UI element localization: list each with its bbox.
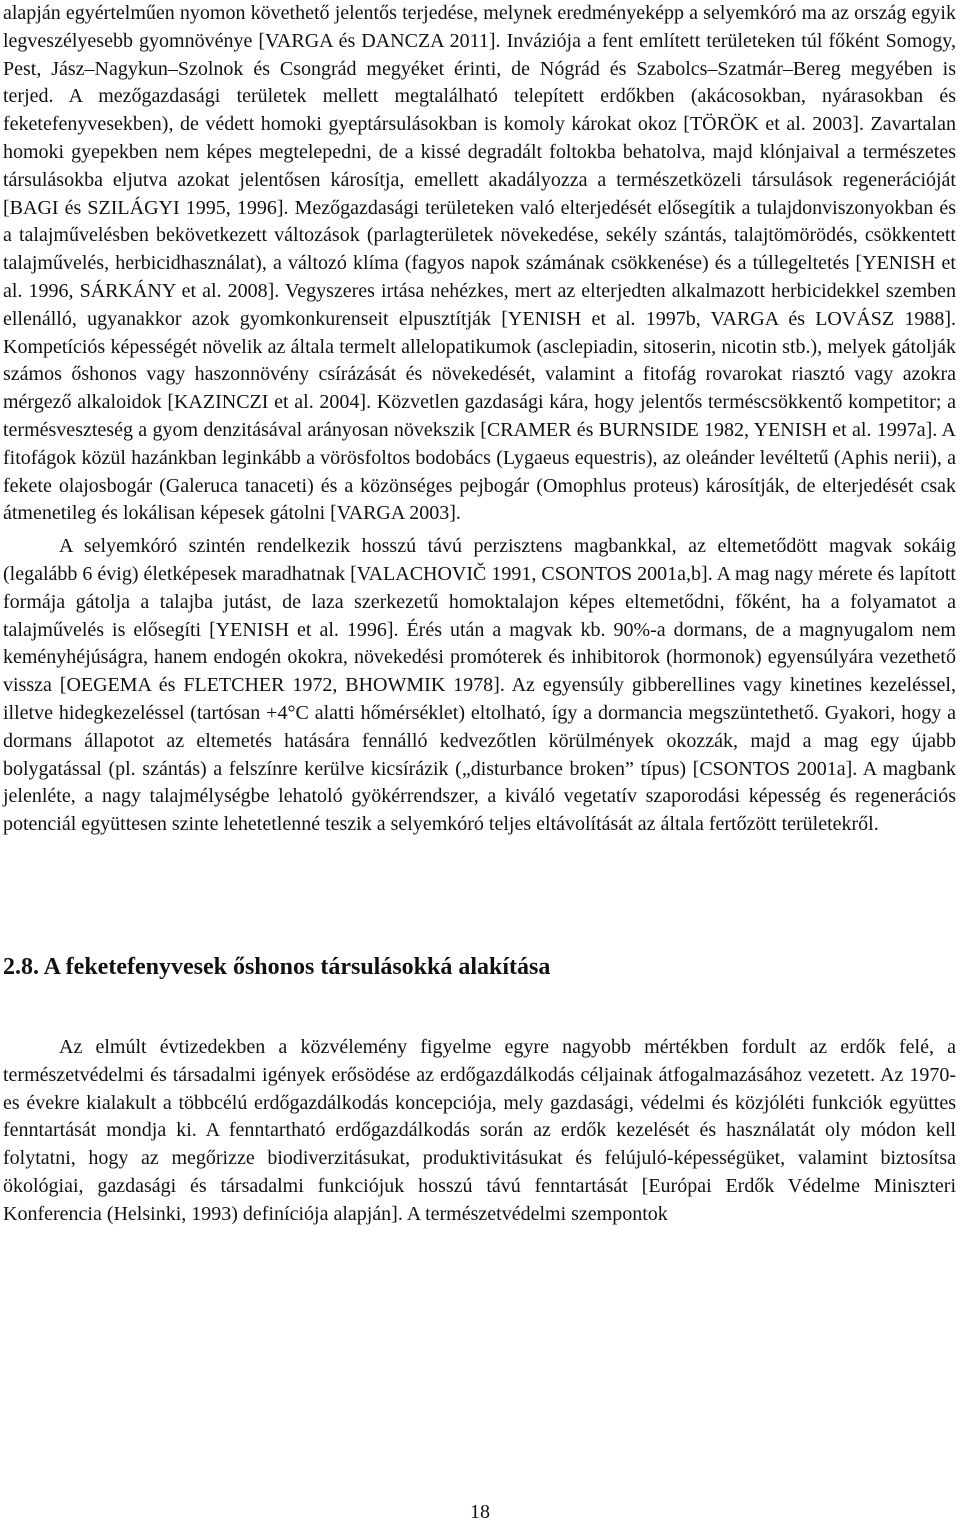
body-paragraph-forestry: Az elmúlt évtizedekben a közvélemény figyelme egyre nagyobb mértékben fordult az erdők felé, a természetvédelmi és társadalmi igények erősödése az erdőgazdálkodás céljainak átfogalmazásához vezetett. Az 1970-es évekre kialakult a többcélú erdőgazdálkodás koncepciója, mely gazdasági, védelmi és közjóléti funkciók együttes fenntartását mondja ki. A fenntartható erdőgazdálkodás során az erdők kezelését és használatát oly módon kell folytatni, hogy az megőrizze biodiverzitásukat, produktivitásukat és felújuló-képességüket, valamint biztosítsa ökológiai, gazdasági és társadalmi funkciójuk hosszú távú fenntartását [Európai Erdők Védelme Miniszteri Konferencia (Helsinki, 1993) definíciója alapján]. A természetvédelmi szempontok — [3, 1035, 956, 1225]
document-page — [3, 0, 956, 1228]
section-heading: 2.8. A feketefenyvesek őshonos társulásokká alakítása — [3, 953, 551, 980]
body-paragraph-seedbank: A selyemkóró szintén rendelkezik hosszú távú perzisztens magbankkal, az eltemetődött magvak sokáig (legalább 6 évig) életképesek maradhatnak [VALACHOVIČ 1991, CSONTOS 2001a,b]. A mag nagy mérete és lapított formája gátolja a talajba jutást, de laza szerkezetű homoktalajon képes eltemetődni, főként, ha a folyamatot a talajművelés is elősegíti [YENISH et al. 1996]. Érés után a magvak kb. 90%-a dormans, de a magnyugalom nem keményhéjúságra, hanem endogén okokra, növekedési promóterek és inhibitorok (hormonok) egyensúlyára vezethető vissza [OEGEMA és FLETCHER 1972, BHOWMIK 1978]. Az egyensúly gibberellines vagy kinetines kezeléssel, illetve hidegkezeléssel (tartósan +4°C alatti hőmérséklet) eltolható, így a dormancia megszüntethető. Gyakori, hogy a dormans állapotot az eltemetés hatására fennálló kedvezőtlen körülmények okozzák, majd a mag egy újabb bolygatással (pl. szántás) a felszínre kerülve kicsírázik („disturbance broken” típus) [CSONTOS 2001a]. A magbank jelenléte, a nagy talajmélységbe lehatoló gyökérrendszer, a kiváló vegetatív szaporodási képesség és regenerációs potenciál együttesen szinte lehetetlenné teszik a selyemkóró teljes eltávolítását az általa fertőzött területekről. — [3, 535, 956, 836]
page-number: 18 — [470, 1501, 490, 1523]
body-paragraph-invasion: alapján egyértelműen nyomon követhető jelentős terjedése, melynek eredményeképp a selyemkóró ma az ország egyik legveszélyesebb gyomnövénye [VARGA és DANCZA 2011]. Inváziója a fent említett területeken túl főként Somogy, Pest, Jász–Nagykun–Szolnok és Csongrád megyéket érinti, de Nógrád és Szabolcs–Szatmár–Bereg megyében is terjed. A mezőgazdasági területek mellett megtalálható telepített erdőkben (akácosokban, nyárasokban és feketefenyvesekben), de védett homoki gyeptársulásokban is komoly károkat okoz [TÖRÖK et al. 2003]. Zavartalan homoki gyepekben nem képes megtelepedni, de a kissé degradált foltokba behatolva, majd klónjaival a természetes társulásokba eljutva azokat jelentősen károsítja, emellett akadályozza a természetközeli társulások regenerációját [BAGI és SZILÁGYI 1995, 1996]. Mezőgazdasági területeken való elterjedését elősegítik a tulajdonviszonyokban és a talajművelésben bekövetkezett változások (parlagterületek növekedése, sekély szántás, talajtömörödés, csökkentett talajművelés, herbicidhasználat), a változó klíma (fagyos napok számának csökkenése) és a túllegeltetés [YENISH et al. 1996, SÁRKÁNY et al. 2008]. Vegyszeres irtása nehézkes, mert az elterjedten alkalmazott herbicidekkel szemben ellenálló, ugyanakkor azok gyomkonkurenseit elpusztítják [YENISH et al. 1997b, VARGA és LOVÁSZ 1988]. Kompetíciós képességét növelik az általa termelt allelopatikumok (asclepiadin, sitoserin, nicotin stb.), melyek gátolják számos őshonos vagy haszonnövény csírázását és növekedését, valamint a fitofág rovarokat riasztó vagy azokra mérgező alkaloidok [KAZINCZI et al. 2004]. Közvetlen gazdasági kára, hogy jelentős terméscsökkentő kompetitor; a termésveszteség a gyom denzitásával arányosan növekszik [CRAMER és BURNSIDE 1982, YENISH et al. 1997a]. A fitofágok közül hazánkban leginkább a vörösfoltos bodobács (Lygaeus equestris), az oleánder levéltetű (Aphis nerii), a fekete olajosbogár (Galeruca tanaceti) és a közönséges pejbogár (Omophlus proteus) károsítják, de elterjedését csak átmenetileg és lokálisan képesek gátolni [VARGA 2003]. — [3, 2, 956, 525]
